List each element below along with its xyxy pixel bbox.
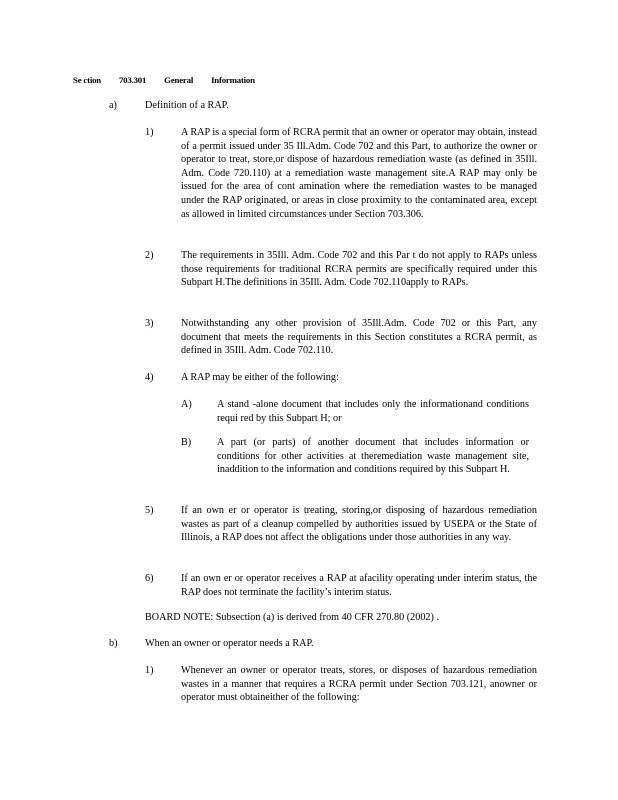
item-a4-text: A RAP may be either of the following: [181,372,339,383]
item-a1-label: 1) [145,127,154,138]
item-a5-text: If an own er or operator is treating, storing,or disposing of hazardous remediation wastes as part of a cleanup compelled by authorities issued by USEPA or the State of Illinois, a RAP does not affect the obligations under those authorities in any way. [181,505,537,544]
subsection-a-title: Definition of a RAP. [145,100,229,111]
subsection-b-title: When an owner or operator needs a RAP. [145,638,314,649]
board-note: BOARD NOTE: Subsection (a) is derived from 40 CFR 270.80 (2002) . [145,612,439,623]
section-title-information: Information [211,75,255,85]
subsection-b-label: b) [109,638,118,649]
section-heading [73,74,271,88]
item-a4-label: 4) [145,372,154,383]
section-title-general: General [164,75,194,85]
item-a2-text: The requirements in 35Ill. Adm. Code 702 and this Par t do not apply to RAPs unless those requirements for traditional RCRA permits are specifically required under this Subpart H.The definitions in 35Ill. Adm. Code 702.110apply to RAPs. [181,250,537,289]
item-a1-text: A RAP is a special form of RCRA permit that an owner or operator may obtain, instead of a permit issued under 35 Ill.Adm. Code 702 and this Part, to authorize the owner or operator to treat, store,or dispose of hazardous remediation waste (as defined in 35Ill. Adm. Code 720.110) at a remediation waste management site.A RAP may only be issued for the area of cont amination where the remediation wastes to be managed under the RAP originated, or areas in close proximity to the contaminated area, except as allowed in limited circumstances under Section 703.306. [181,127,537,220]
item-a6-label: 6) [145,573,154,584]
item-a3-text: Notwithstanding any other provision of 35Ill.Adm. Code 702 or this Part, any document that meets the requirements in this Section constitutes a RCRA permit, as defined in 35Ill. Adm. Code 702.110. [181,318,537,357]
item-a5-label: 5) [145,505,154,516]
section-number: 703.301 [118,75,147,85]
item-b1-text: Whenever an owner or operator treats, stores, or disposes of hazardous remediation wastes in a manner that requires a RCRA permit under Section 703.121, anowner or operator must obtaineither of the following: [181,665,537,704]
subsection-a-label: a) [109,100,117,111]
section-word: Se ction [73,75,101,85]
item-a4-A-label: A) [181,399,192,410]
item-a3-label: 3) [145,318,154,329]
item-a4-A-text: A stand -alone document that includes only the informationand conditions requi red by this Subpart H; or [217,399,529,424]
item-a6-text: If an own er or operator receives a RAP at afacility operating under interim status, the RAP does not terminate the facility’s interim status. [181,573,537,598]
item-b1-label: 1) [145,665,154,676]
item-a4-B-label: B) [181,437,192,448]
item-a2-label: 2) [145,250,154,261]
item-a4-B-text: A part (or parts) of another document that includes information or conditions for other activities at theremediation waste management site, inaddition to the information and conditions required by this Subpart H. [217,437,529,476]
